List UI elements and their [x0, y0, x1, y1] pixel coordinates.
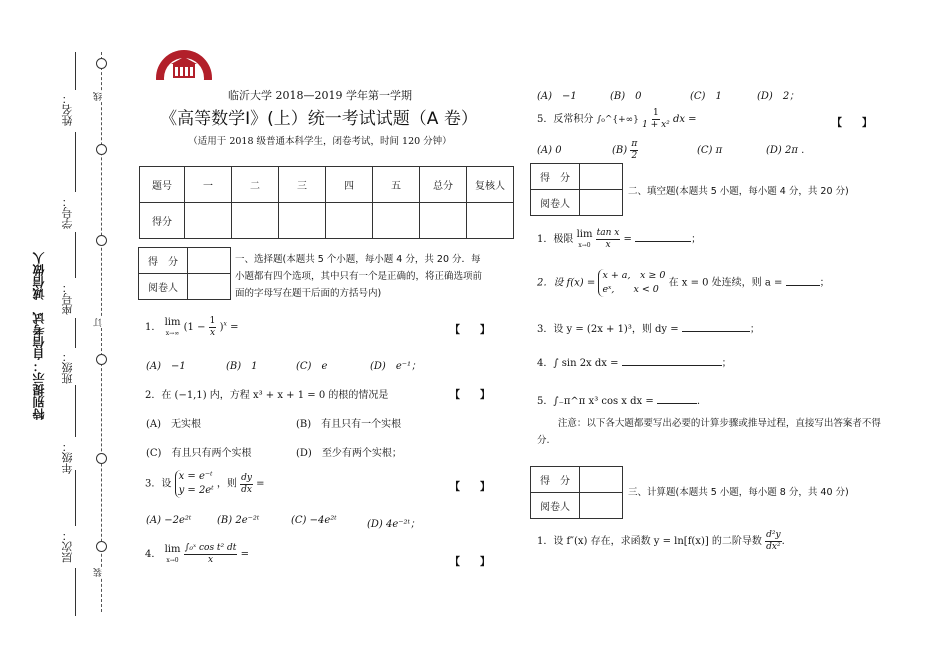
- score-header-cell: 题号: [140, 167, 185, 203]
- binding-hole: [96, 541, 107, 552]
- level-line-lower: [75, 568, 76, 616]
- q3-system: [175, 470, 214, 498]
- calculation-note: 注意：以下各大题都要写出必要的计算步骤或推导过程，直接写出答案者不得分.: [537, 418, 881, 446]
- q5-frac-den: 1 + x²: [642, 120, 670, 130]
- f2-end: ；: [819, 277, 830, 289]
- q3-option-b: (B) 2e⁻²ᵗ: [217, 515, 260, 526]
- grader-name-cell[interactable]: [188, 274, 231, 300]
- grader-score-cell[interactable]: [188, 248, 231, 274]
- score-cell[interactable]: [279, 203, 326, 239]
- grader-score-label: 得 分: [531, 164, 580, 190]
- answer-bracket[interactable]: 【 】: [450, 390, 490, 401]
- f4-prefix: 4．∫ sin 2x dx =: [537, 358, 619, 369]
- q2-option-b: (B) 有且只有一个实根: [296, 419, 402, 430]
- grader-score-label: 得 分: [531, 467, 580, 493]
- q4-lim-text: lim: [164, 543, 181, 555]
- f1-lim-sub: x→0: [578, 241, 591, 249]
- answer-bracket[interactable]: 【 】: [450, 482, 490, 493]
- f5-end: .: [696, 396, 701, 407]
- q5-integral: ∫₀^{+∞}: [596, 115, 639, 125]
- level-label: 层次：: [61, 530, 74, 563]
- q4-option-c: (C) 1: [690, 91, 722, 102]
- q4-fraction: [184, 543, 238, 566]
- q5-prefix: 5．反常积分: [537, 114, 594, 125]
- q4-option-d: (D) 2；: [757, 91, 800, 102]
- exam-subtitle: （适用于 2018 级普通本科学生，闭卷考试，时间 120 分钟）: [188, 136, 452, 147]
- q3-prefix: 3．设: [145, 478, 172, 490]
- q3-frac-den: dx: [241, 484, 252, 495]
- fill-question-2: [537, 269, 830, 297]
- c1-end: .: [781, 536, 785, 547]
- binding-hole: [96, 354, 107, 365]
- student-id-label: 学号：: [61, 196, 74, 229]
- f2-condition: 在 x = 0 处连续，则 a =: [668, 277, 783, 289]
- q5-frac-num: 1: [653, 108, 659, 118]
- q1-expr-a: (1 −: [183, 322, 206, 333]
- q2-option-c: (C) 有且只有两个实根: [146, 448, 252, 459]
- q3-option-a: (A) −2e²ᵗ: [146, 515, 192, 526]
- grader-name-label: 阅卷人: [139, 274, 188, 300]
- f1-limit: [577, 229, 593, 251]
- f1-answer-blank[interactable]: [635, 241, 691, 242]
- score-header-cell: 五: [373, 167, 420, 203]
- integrity-notice: 特别提示：自信考试 诚信做人: [32, 252, 46, 420]
- q1-exponent: x: [223, 320, 227, 328]
- q1-expr-b: ): [219, 322, 224, 333]
- level-line: [75, 470, 76, 526]
- grader-score-cell[interactable]: [580, 164, 623, 190]
- q4-frac-num: ∫₀ˣ cos t² dt: [184, 543, 237, 553]
- f2-case-2: eˣ, x < 0: [602, 284, 659, 295]
- f4-end: ；: [721, 358, 732, 369]
- seat-label: 座号：: [61, 282, 74, 315]
- score-row-label: 得分: [140, 203, 185, 239]
- f5-answer-blank[interactable]: [657, 403, 697, 404]
- q3-eq-x: x = e⁻ᵗ: [178, 471, 213, 482]
- score-header-cell: 三: [279, 167, 326, 203]
- grade-label: 年级：: [61, 441, 74, 474]
- score-cell[interactable]: [373, 203, 420, 239]
- f1-lim-text: lim: [576, 228, 593, 240]
- university-term: 临沂大学 2018—2019 学年第一学期: [228, 89, 412, 102]
- score-cell[interactable]: [185, 203, 232, 239]
- class-line: [75, 318, 76, 348]
- f2-answer-blank[interactable]: [786, 285, 820, 286]
- q5-option-c: (C) π: [697, 145, 723, 156]
- binding-hole: [96, 235, 107, 246]
- q5-option-d: (D) 2π .: [766, 145, 805, 156]
- q4-lim-sub: x→0: [166, 556, 179, 564]
- c1-frac-den: dx²: [766, 542, 781, 552]
- q5-option-b-num: π: [631, 139, 638, 149]
- question-4: [145, 543, 249, 566]
- score-table-score-row: [140, 203, 514, 239]
- f5-prefix: 5．∫₋π^π x³ cos x dx =: [537, 396, 654, 407]
- f3-end: ；: [749, 324, 760, 335]
- f3-answer-blank[interactable]: [682, 331, 750, 332]
- student-id-line: [75, 132, 76, 192]
- q3-then: ，则: [216, 478, 237, 490]
- answer-bracket[interactable]: 【 】: [832, 118, 872, 129]
- section2-title: 二、填空题(本题共 5 小题，每小题 4 分，共 20 分): [628, 186, 849, 197]
- name-line: [75, 52, 76, 90]
- q1-equals: =: [230, 322, 239, 333]
- f1-equals: =: [623, 234, 632, 245]
- question-5: [537, 108, 697, 131]
- class-label: 班级：: [61, 351, 74, 384]
- question-1: [145, 316, 238, 339]
- score-cell[interactable]: [467, 203, 514, 239]
- f3-prefix: 3．设 y = (2x + 1)³，则 dy =: [537, 324, 679, 335]
- answer-bracket[interactable]: 【 】: [450, 325, 490, 336]
- f2-prefix: 2．设 f(x) =: [537, 277, 596, 289]
- score-header-cell: 复核人: [467, 167, 514, 203]
- calc-question-1: [537, 530, 785, 553]
- score-cell[interactable]: [326, 203, 373, 239]
- fill-question-4: [537, 354, 732, 369]
- q1-lim-sub: x→∞: [165, 329, 180, 337]
- score-header-cell: 四: [326, 167, 373, 203]
- score-header-cell: 二: [232, 167, 279, 203]
- q1-option-c: (C) e: [296, 361, 328, 372]
- f4-answer-blank[interactable]: [622, 365, 722, 366]
- q5-option-b-den: 2: [631, 151, 638, 161]
- grader-box-section3: [530, 466, 623, 519]
- binding-hole: [96, 144, 107, 155]
- grader-name-cell[interactable]: [580, 190, 623, 216]
- score-cell[interactable]: [232, 203, 279, 239]
- grader-score-cell[interactable]: [580, 467, 623, 493]
- fill-question-5: [537, 392, 700, 407]
- q3-option-d: (D) 4e⁻²ᵗ；: [367, 519, 421, 530]
- university-logo: [154, 48, 214, 80]
- q5-option-b: [612, 139, 638, 162]
- q1-frac-num: 1: [209, 316, 216, 326]
- q5-fraction: [642, 108, 670, 131]
- binding-hole: [96, 453, 107, 464]
- c1-text: 1．设 f″(x) 存在，求函数 y = ln[f(x)] 的二阶导数: [537, 536, 762, 547]
- binding-dashed-line: [101, 52, 102, 612]
- q1-fraction: [209, 316, 217, 339]
- q3-option-c: (C) −4e²ᵗ: [291, 515, 337, 526]
- q1-option-b: (B) 1: [226, 361, 258, 372]
- f1-prefix: 1．极限: [537, 234, 574, 245]
- score-table: [139, 166, 514, 239]
- exam-title: 《高等数学Ⅰ》(上）统一考试试题（A 卷）: [160, 109, 478, 129]
- f1-frac-den: x: [605, 240, 611, 250]
- c1-frac-num: d²y: [766, 530, 781, 540]
- grader-name-label: 阅卷人: [531, 493, 580, 519]
- grade-line: [75, 385, 76, 437]
- binding-hole: [96, 58, 107, 69]
- q3-equals: =: [256, 478, 265, 490]
- q5-suffix: dx =: [672, 114, 697, 125]
- fill-question-1: [537, 228, 701, 251]
- grader-score-label: 得 分: [139, 248, 188, 274]
- q1-limit: [165, 317, 181, 339]
- q2-option-a: (A) 无实根: [146, 419, 202, 430]
- score-header-cell: 一: [185, 167, 232, 203]
- seat-line: [75, 232, 76, 278]
- question-2: 2．在 (−1,1) 内，方程 x³ + x + 1 = 0 的根的情况是: [145, 390, 389, 401]
- cut-ding-label: 订: [94, 318, 104, 327]
- score-cell[interactable]: [420, 203, 467, 239]
- q4-frac-den: x: [207, 555, 214, 565]
- question-3: [145, 470, 265, 498]
- q3-fraction: [240, 473, 253, 496]
- q5-option-a: (A) 0: [537, 145, 562, 156]
- q4-option-a: (A) −1: [537, 91, 577, 102]
- grader-name-cell[interactable]: [580, 493, 623, 519]
- q3-frac-num: dy: [241, 472, 252, 483]
- q1-option-d: (D) e⁻¹；: [370, 361, 422, 372]
- q4-limit: [165, 544, 181, 566]
- c1-fraction: [765, 530, 781, 553]
- section1-instructions: 一、选择题(本题共 5 个小题，每小题 4 分，共 20 分．每小题都有四个选项，其中只有一个是正确的，将正确选项前面的字母写在题干后面的方括号内): [235, 254, 483, 299]
- grader-box-section2: [530, 163, 623, 216]
- name-label: 姓名：: [61, 93, 74, 126]
- q3-eq-y: y = 2eᵗ: [178, 485, 214, 496]
- q1-option-a: (A) −1: [146, 361, 186, 372]
- cut-line-label: 线: [94, 92, 104, 101]
- f2-case-1: x + a, x ≥ 0: [602, 270, 666, 281]
- section3-title: 三、计算题(本题共 5 小题，每小题 8 分，共 40 分): [628, 487, 849, 498]
- q5-option-b-fraction: [630, 139, 638, 162]
- f1-frac-num: tan x: [596, 228, 620, 238]
- cut-zhuang-label: 装: [94, 568, 104, 577]
- q4-equals: =: [240, 549, 249, 560]
- grader-box-section1: [138, 247, 231, 300]
- f2-piecewise: [598, 269, 665, 297]
- q1-lim-text: lim: [164, 316, 181, 328]
- q1-frac-den: x: [209, 328, 216, 338]
- q4-option-b: (B) 0: [610, 91, 642, 102]
- fill-question-3: [537, 320, 760, 335]
- q5-option-b-label: (B): [612, 145, 628, 156]
- score-table-header-row: [140, 167, 514, 203]
- score-header-cell: 总分: [420, 167, 467, 203]
- f1-fraction: [596, 228, 621, 251]
- q2-option-d: (D) 至少有两个实根；: [296, 448, 402, 459]
- answer-bracket[interactable]: 【 】: [450, 557, 490, 568]
- f1-end: ；: [691, 234, 702, 245]
- grader-name-label: 阅卷人: [531, 190, 580, 216]
- q4-prefix: 4．: [145, 549, 162, 560]
- q1-number: 1．: [145, 322, 162, 333]
